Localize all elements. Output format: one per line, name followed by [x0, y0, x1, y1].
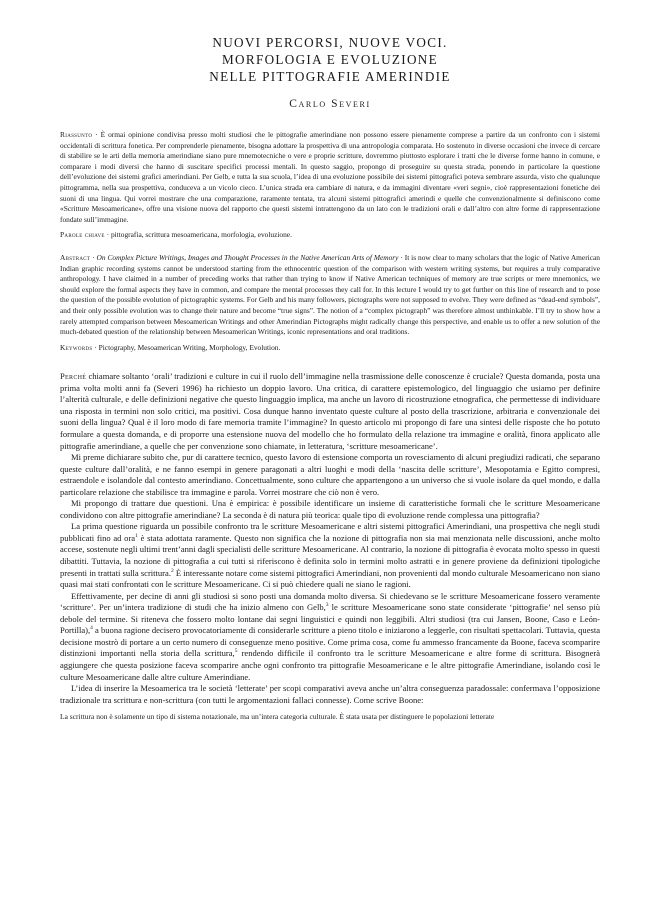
keywords-label: Keywords [60, 342, 93, 352]
author-name: Carlo Severi [289, 98, 371, 110]
lead-word: Perché [60, 371, 87, 382]
footnote-ref-2[interactable]: 2 [170, 567, 174, 574]
riassunto-section [60, 130, 600, 225]
body-paragraph-4 [60, 521, 600, 590]
abstract-text: · It is now clear to many scholars that the logic of Native American Indian graphic recording systems cannot be understood starting from the ethnocentric question of the comparison with western writing systems, but requires a truly comparative anthropology. I have claimed in a number of preceding works that rather than trying to know if Native American techniques of memory are true scripts or mere mnemonics, we should explore the formal aspects they have in common, and compare the mental processes they call for. In this lecture I would try to get further on this line of research and to pose the question of the possible evolution of pictographic systems. For Gelb and his many followers, pictographs were not supposed to evolve. They were defined as “dead-end symbols”, and their only possible evolution was to change their nature and become “true signs”. The notion of a “complex pictograph” was therefore almost unthinkable. I’ll try to show how a rarely attempted comparison between Mesoamerican Writings and other Amerindian Pictographs might radically change this perspective, and enable us to offer a new solution of the much-debated question of the relationship between Mesoamerican Writings, iconic representations and oral traditions. [60, 252, 600, 337]
article-body [60, 371, 600, 706]
paragraph-5-text-d: rendendo difficile il confronto tra le scritture Mesoamericane e altre forme di scrittura. Bisognerà aggiungere che questa posizione faceva scomparire anche ogni confronto tra pittografie Mesoamericane e le altre pittografie Amerindiane, isolando così le culture Mesoamericane dalle altre culture Amerindiane. [60, 648, 601, 682]
title-line-1: NUOVI PERCORSI, NUOVE VOCI. [212, 35, 448, 50]
body-paragraph-3: Mi propongo di trattare due questioni. Una è empirica: è possibile identificare un insieme di caratteristiche formali che le scritture Mesoamericane condividono con altre pittografie amerindiane? La seconda è di natura più teorica: quale tipo di evoluzione rende complessa una pittografia? [60, 498, 600, 520]
body-paragraph-6: L’idea di inserire la Mesoamerica tra le società ‘letterate’ per scopi comparativi aveva anche un’altra conseguenza paradossale: confermava l’opposizione tradizionale tra scrittura e non-scrittura (con tutti le argomentazioni fallaci connesse). Come scrive Boone: [60, 683, 600, 705]
body-paragraph-1 [60, 371, 600, 452]
block-quote: La scrittura non è solamente un tipo di sistema notazionale, ma un’intera categoria culturale. È stata usata per distinguere le popolazioni letterate [60, 712, 495, 722]
abstract-section [60, 253, 600, 338]
footnote-ref-4[interactable]: 4 [90, 625, 93, 632]
title-line-3: NELLE PITTOGRAFIE AMERINDIE [209, 69, 451, 84]
abstract-title: On Complex Picture Writings, Images and Thought Processes in the Native American Arts of Memory [96, 252, 399, 262]
paragraph-1-text: chiamare soltanto ‘orali’ tradizioni e culture in cui il ruolo dell’immagine nella trasmissione delle conoscenze è cruciale? Questa domanda, posta una prima volta molti anni fa (Severi 1996) ha richiesto un doppio lavoro. Una critica, di carattere epistemologico, del linguaggio che usiamo per definire l’alterità culturale, e delle definizioni negative che questo linguaggio implica, ma anche un lavoro di ricostruzione etnografica, che permettesse di individuare una risposta in termini non solo critici, ma positivi. Cosa dunque hanno inventato queste culture al posto della trascrizione, arbitraria e convenzionale dei suoni della lingua? Qual è il loro modo di fare memoria tramite l’immagine? In questo articolo mi propongo di fare una sintesi delle risposte che ho potuto formulare a questa domanda, e di proporre una estensione nuova del modello che ho formulato della relazione tra immagine e oralità, finora applicato alle pittografie amerindiane, a quelle che per convenzione sono chiamate, in letteratura, ‘scritture mesoamericane’. [60, 371, 600, 451]
body-paragraph-5 [60, 591, 600, 683]
footnote-ref-3[interactable]: 3 [325, 602, 329, 609]
footnote-ref-5[interactable]: 5 [234, 648, 238, 655]
footnote-ref-1[interactable]: 1 [135, 533, 138, 540]
paper-page [60, 0, 600, 723]
parole-chiave-text: pittografia, scrittura mesoamericana, morfologia, evoluzione. [110, 230, 292, 240]
riassunto-label: Riassunto [60, 130, 93, 139]
paragraph-5-text-c: a buona ragione decisero provocatoriamente di considerarle scritture a pieno titolo e iniziarono a leggerle, con risultati spettacolari. Tuttavia, questa decisione mostrò di portare a un certo numero di conseguenze meno positive. Come prima cosa, come fu ammesso francamente da Boone, faceva scomparire distinzioni importanti nella storia della scrittura, [60, 625, 600, 659]
paragraph-5-text-a: Effettivamente, per decine di anni gli studiosi si sono posti una domanda molto diversa. Si chiedevano se le scritture Mesoamericane fossero veramente ‘scritture’. Per un’intera tradizione di studi che ha inizio almeno con Gelb, [60, 590, 600, 613]
abstract-label: Abstract [60, 252, 91, 262]
body-paragraph-2: Mi preme dichiarare subito che, pur di carattere tecnico, questo lavoro di estensione comporta un rovesciamento di alcuni pregiudizi radicati, che separano queste culture dall’oralità, e ne fanno esempi in genere paragonati a altri luoghi e modi della ‘nascita delle scritture’, Mesopotamia e Egitto compresi, estraendole e isolandole dal contesto amerindiano. Concettualmente, sono culture che appartengono a un universo che si vuole isolare da quel mondo, e dalla particolare relazione che stabilisce tra immagine e parola. Vorrei mostrare che ciò non è vero. [60, 452, 600, 497]
keywords-text: Pictography, Mesoamerican Writing, Morphology, Evolution. [98, 342, 281, 352]
parole-chiave-label: Parole chiave [60, 230, 105, 240]
keywords-section [60, 343, 600, 354]
parole-chiave-section [60, 230, 600, 241]
paragraph-5-text-b: le scritture Mesoamericane sono state considerate ‘pittografie’ nel senso più debole del termine. Si riteneva che fossero molto lontane dai segni linguistici e quindi non leggibili. Altri studiosi (tra cui Jansen, Boone, Caso e León-Portilla), [60, 602, 600, 636]
keywords-separator: · [92, 342, 99, 352]
paragraph-4-text-c: È interessante notare come sistemi pittografici Amerindiani, non provenienti dal mondo culturale Mesoamericano non siano quasi mai stati confrontati con le scritture Mesoamericane. Ci si può chiedere quali ne siano le ragioni. [60, 567, 600, 590]
paragraph-4-text-b: è stata adottata raramente. Questo non significa che la nozione di pittografia non sia mai menzionata nelle discussioni, anche molto accese, sostenute negli ultimi trent’anni dagli specialisti delle scritture Mesoamericane. Al contrario, la nozione di pittografia è evocata molto spesso in questi dibattiti. Tuttavia, la nozione di pittografia a cui tutti si riferiscono è definita solo in termini molto astratti e in genere proviene da definizioni tipologiche presenti in trattati sulla scrittura. [60, 532, 600, 578]
paper-title [60, 34, 600, 85]
abstract-separator: · [90, 252, 97, 262]
riassunto-separator: · [92, 130, 101, 139]
title-line-2: MORFOLOGIA E EVOLUZIONE [222, 52, 438, 67]
riassunto-text: È ormai opinione condivisa presso molti studiosi che le pittografie amerindiane non possono essere pienamente comprese a partire da un confronto con i sistemi occidentali di scrittura fonetica. Per comprenderle pienamente, bisogna adottare la prospettiva di una antropologia comparata. Ho sostenuto in diverse occasioni che invece di cercare di stabilire se le arti della memoria amerindiane siano pure mnemotecniche o vere e proprie scritture, dovremmo piuttosto esplorare i tratti che le diverse forme hanno in comune, e comparare i modi diversi che hanno di suscitare specifici processi mentali. In questo saggio, propongo di proseguire su questa strada, ponendo in particolare la questione dell’evoluzione dei sistemi grafici amerindiani. Per Gelb, e tutta la sua scuola, l’idea di una evoluzione possibile dei sistemi pittografici poteva sembrare assurda, visto che qualunque pittogramma, nella sua prospettiva, conduceva a un vicolo cieco. L’unica strada era cambiare di natura, e da immagini diventare «veri segni», cioè rappresentazioni fonetiche dei suoni di una lingua. Qui vorrei mostrare che una comparazione, raramente tentata, tra alcuni sistemi pittografici amerindi e quelle che convenzionalmente si definiscono come «Scritture Mesoamericane», offre una visione nuova del rapporto che questi sistemi intrattengono da un lato con le tradizioni orali e dall’altro con altre forme di rappresentazione fondate sull’immagine. [60, 130, 600, 224]
paragraph-4-text-a: La prima questione riguarda un possibile confronto tra le scritture Mesoamericane e altri sistemi pittografici Amerindiani, una prospettiva che negli studi pubblicati fino ad ora [60, 521, 600, 543]
parole-chiave-separator: · [104, 230, 111, 240]
